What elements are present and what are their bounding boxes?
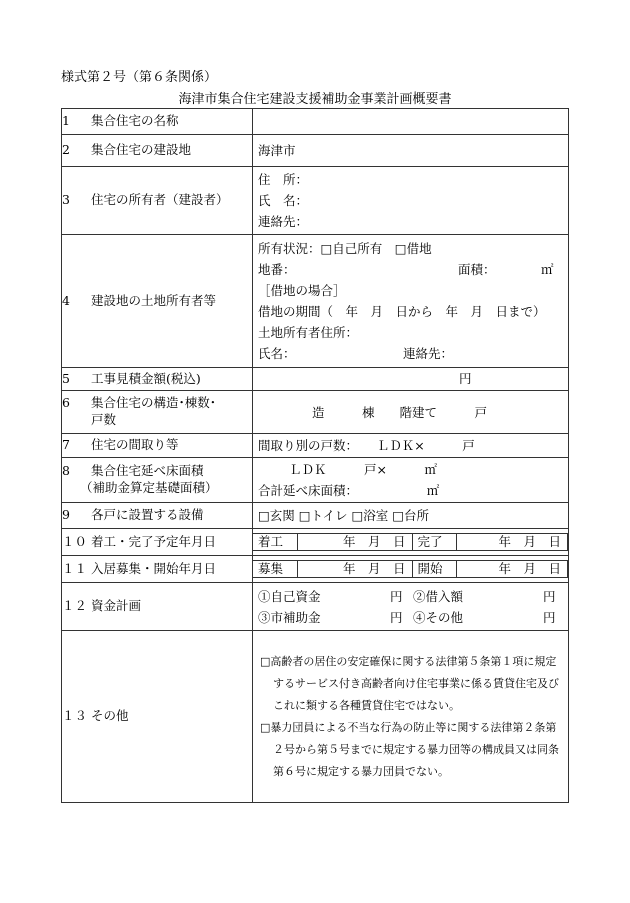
table-row: １０ 着工・完了予定年月日 着工 年 月 日 完了 年 月 日: [62, 529, 569, 556]
funding-field[interactable]: ①自己資金 円 ②借入額 円 ③市補助金 円 ④その他 円: [253, 583, 569, 631]
end-date-field[interactable]: 年 月 日: [456, 533, 568, 551]
other-field[interactable]: [253, 631, 569, 803]
table-row: １３ その他 □高齢者の居住の安定確保に関する法律第５条第１項に規定するサービス付き高齢者向け住宅事業に係る賃貸住宅及びこれに類する各種賃貸住宅ではない。 □暴力団員による不当な行為の防止等に関する法律第２条第２号から第５号までに規定する暴力団等の構成員又は同条第６号に規定する暴力団員でない。: [62, 631, 569, 803]
table-row: 8 集合住宅延べ床面積 （補助金算定基礎面積） ＬＤＫ 戸× ㎡ 合計延べ床面積： ㎡: [62, 458, 569, 503]
owner-field[interactable]: 住 所： 氏 名： 連絡先：: [253, 167, 569, 235]
table-row: 7 住宅の間取り等 間取り別の戸数： ＬＤＫ× 戸: [62, 434, 569, 458]
recruit-date-field[interactable]: 年 月 日: [297, 560, 412, 578]
structure-field[interactable]: 造 棟 階建て 戸: [253, 391, 569, 434]
row-label: 資金計画: [91, 598, 142, 614]
table-row: 2 集合住宅の建設地 海津市: [62, 135, 569, 167]
senior-housing-checkbox[interactable]: □高齢者の居住の安定確保に関する法律第５条第１項に規定するサービス付き高齢者向け住宅事業に係る賃貸住宅及びこれに類する各種賃貸住宅ではない。: [260, 654, 559, 712]
plan-table: [61, 108, 569, 803]
row-label: 着工・完了予定年月日: [91, 533, 217, 549]
row-label: 建設地の土地所有者等: [91, 292, 217, 308]
row-label: 入居募集・開始年月日: [91, 560, 217, 576]
table-row: １２ 資金計画 ①自己資金 円 ②借入額 円 ③市補助金 円 ④その他 円: [62, 583, 569, 631]
move-in-date-field[interactable]: 年 月 日: [456, 560, 568, 578]
table-row: 1 集合住宅の名称: [62, 109, 569, 135]
table-row: 3 住宅の所有者（建設者） 住 所： 氏 名： 連絡先：: [62, 167, 569, 235]
complex-name-field[interactable]: [253, 109, 569, 135]
row-label: その他: [91, 708, 129, 724]
document-title: 海津市集合住宅建設支援補助金事業計画概要書: [178, 92, 452, 107]
row-label: 住宅の間取り等: [91, 437, 179, 453]
row-label: 集合住宅の構造･棟数･: [91, 395, 217, 411]
gang-member-checkbox[interactable]: □暴力団員による不当な行為の防止等に関する法律第２条第２号から第５号までに規定する暴力団等の構成員又は同条第６号に規定する暴力団員でない。: [260, 720, 559, 778]
table-row: １１ 入居募集・開始年月日 募集 年 月 日 開始 年 月 日: [62, 556, 569, 583]
form-number: 様式第２号（第６条関係）: [61, 70, 218, 85]
table-row: 6 集合住宅の構造･棟数･ 戸数 造 棟 階建て 戸: [62, 391, 569, 434]
table-row: 9 各戸に設置する設備 □玄関 □トイレ □浴室 □台所: [62, 503, 569, 529]
start-date-field[interactable]: 年 月 日: [297, 533, 412, 551]
ownership-checkboxes[interactable]: 所有状況：□自己所有 □借地: [258, 241, 432, 256]
layout-field[interactable]: 間取り別の戸数： ＬＤＫ× 戸: [253, 434, 569, 458]
site-field[interactable]: 海津市: [253, 135, 569, 167]
estimate-field[interactable]: 円: [253, 368, 569, 391]
land-owner-field[interactable]: 所有状況：□自己所有 □借地 地番： 面積： ㎡ ［借地の場合］ 借地の期間（ 年 月 日から 年 月 日まで） 土地所有者住所： 氏名： 連絡先：: [253, 235, 569, 368]
equipment-checkboxes[interactable]: □玄関 □トイレ □浴室 □台所: [253, 503, 569, 529]
row-label: 各戸に設置する設備: [91, 507, 204, 523]
floor-area-field[interactable]: ＬＤＫ 戸× ㎡ 合計延べ床面積： ㎡: [253, 458, 569, 503]
table-row: 5 工事見積金額(税込) 円: [62, 368, 569, 391]
table-row: 4 建設地の土地所有者等 所有状況：□自己所有 □借地 地番： 面積： ㎡ ［借地の場合］ 借地の期間（ 年 月 日から 年 月 日まで） 土地所有者住所： 氏名： 連絡先：: [62, 235, 569, 368]
row-label: 工事見積金額(税込): [91, 370, 201, 386]
row-label: 集合住宅の建設地: [91, 142, 192, 158]
row-label: 集合住宅延べ床面積: [91, 463, 204, 479]
row-label: 集合住宅の名称: [91, 113, 179, 129]
row-label: 住宅の所有者（建設者）: [91, 192, 229, 208]
